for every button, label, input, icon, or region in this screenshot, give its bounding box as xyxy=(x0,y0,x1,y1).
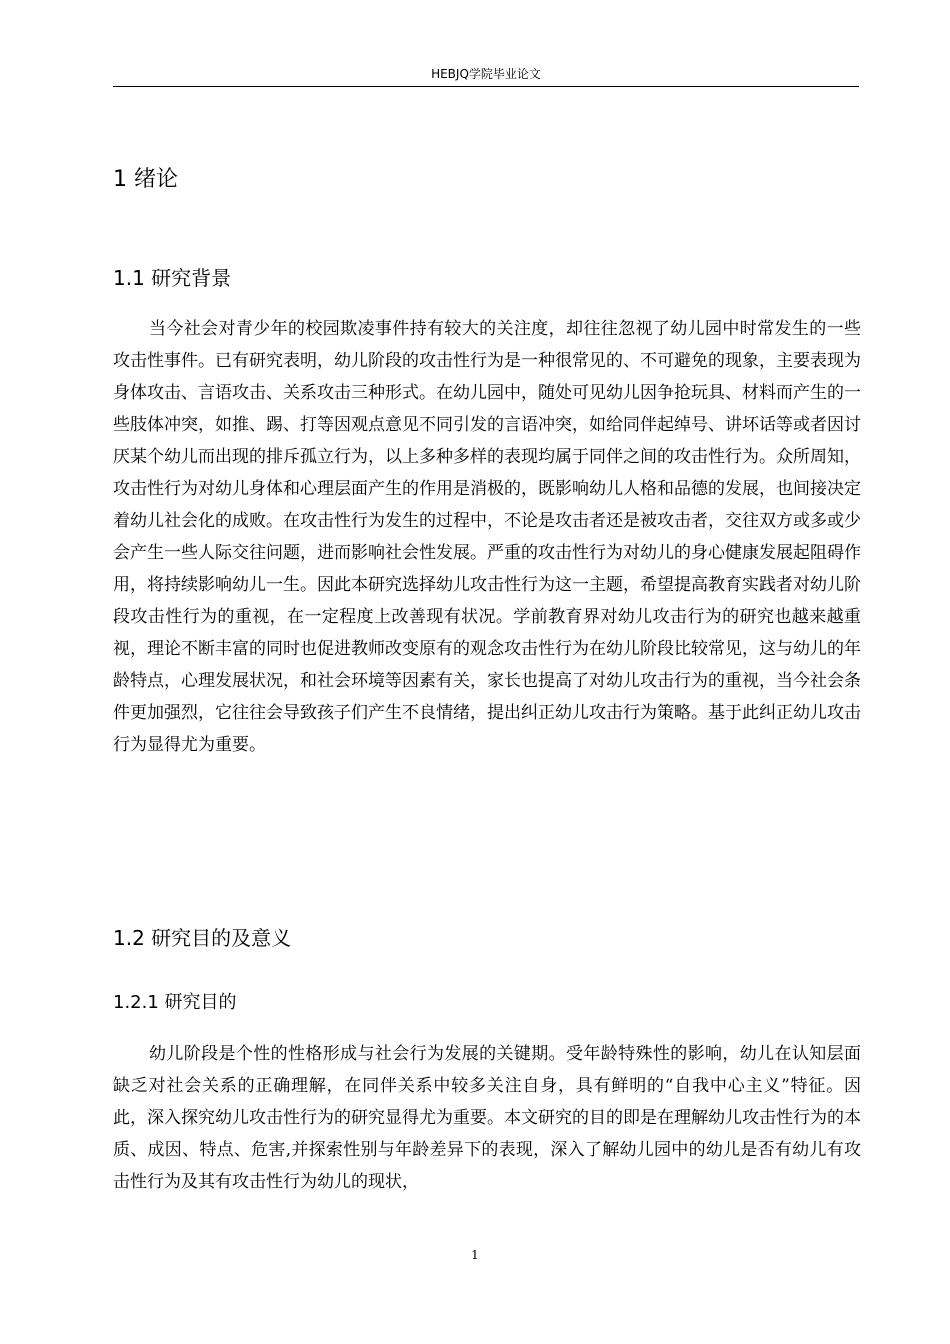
chapter-title: 1 绪论 xyxy=(113,167,178,192)
page-number: 1 xyxy=(471,1248,479,1262)
section-1-2-1-title: 1.2.1 研究目的 xyxy=(113,992,237,1013)
section-1-1-paragraph: 当今社会对青少年的校园欺凌事件持有较大的关注度，却往往忽视了幼儿园中时常发生的一些攻击性事件。已有研究表明，幼儿阶段的攻击性行为是一种很常见的、不可避免的现象，主要表现为身体攻击、言语攻击、关系攻击三种形式。在幼儿园中，随处可见幼儿因争抢玩具、材料而产生的一些肢体冲突，如推、踢、打等因观点意见不同引发的言语冲突，如给同伴起绰号、讲坏话等或者因讨厌某个幼儿而出现的排斥孤立行为，以上多种多样的表现均属于同伴之间的攻击性行为。众所周知，攻击性行为对幼儿身体和心理层面产生的作用是消极的，既影响幼儿人格和品德的发展，也间接决定着幼儿社会化的成败。在攻击性行为发生的过程中，不论是攻击者还是被攻击者，交往双方或多或少会产生一些人际交往问题，进而影响社会性发展。严重的攻击性行为对幼儿的身心健康发展起阻碍作用，将持续影响幼儿一生。因此本研究选择幼儿攻击性行为这一主题，希望提高教育实践者对幼儿阶段攻击性行为的重视，在一定程度上改善现有状况。学前教育界对幼儿攻击行为的研究也越来越重视，理论不断丰富的同时也促进教师改变原有的观念攻击性行为在幼儿阶段比较常见，这与幼儿的年龄特点，心理发展状况，和社会环境等因素有关，家长也提高了对幼儿攻击行为的重视，当今社会条件更加强烈，它往往会导致孩子们产生不良情绪，提出纠正幼儿攻击行为策略。基于此纠正幼儿攻击行为显得尤为重要。 xyxy=(113,319,861,755)
section-1-2-1-paragraph: 幼儿阶段是个性的性格形成与社会行为发展的关键期。受年龄特殊性的影响，幼儿在认知层面缺乏对社会关系的正确理解，在同伴关系中较多关注自身，具有鲜明的“自我中心主义”特征。因此，深入探究幼儿攻击性行为的研究显得尤为重要。本文研究的目的即是在理解幼儿攻击性行为的本质、成因、特点、危害,并探索性别与年龄差异下的表现，深入了解幼儿园中的幼儿是否有幼儿有攻击性行为及其有攻击性行为幼儿的现状， xyxy=(113,1044,861,1192)
section-1-2-title: 1.2 研究目的及意义 xyxy=(113,926,292,950)
header-title: HEBJQ学院毕业论文 xyxy=(431,67,541,81)
section-1-1-title: 1.1 研究背景 xyxy=(113,266,232,290)
page-header xyxy=(113,64,859,87)
